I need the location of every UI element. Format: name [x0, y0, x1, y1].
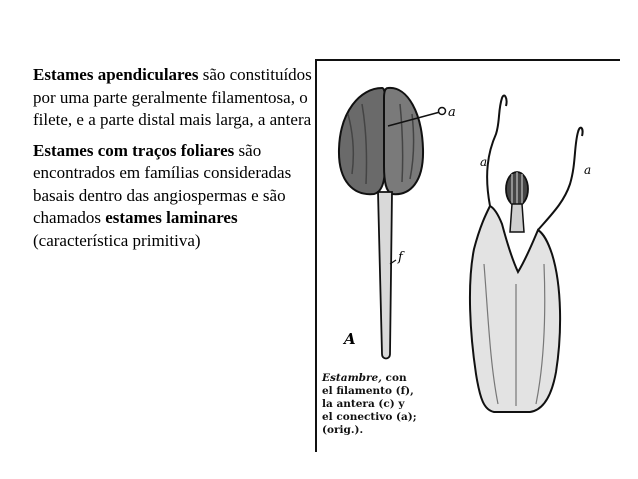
- term-appendicular-stamens: Estames apendiculares: [33, 65, 199, 84]
- stamen-blade: [470, 206, 560, 412]
- stamen-figure: [312, 54, 624, 454]
- anther-right-lobe: [384, 88, 423, 194]
- primitive-note: (característica primitiva): [33, 230, 201, 250]
- text-column: [33, 64, 315, 260]
- caption-line-4: el conectivo (a);: [322, 411, 417, 423]
- caption-line-2: el filamento (f),: [322, 385, 414, 397]
- laminar-stamen: [470, 96, 591, 412]
- laminar-filament: [510, 204, 524, 232]
- stamen-a: [339, 88, 456, 359]
- label-connective: a: [448, 105, 456, 120]
- connective-pointer-end: [439, 108, 446, 115]
- label-left-appendage: a: [480, 155, 488, 169]
- label-filament: f: [398, 250, 403, 265]
- term-foliar-stamens: Estames com traços foliares: [33, 140, 235, 160]
- label-right-appendage: a: [584, 163, 592, 177]
- caption-line-5: (orig.).: [322, 424, 364, 436]
- label-figure-a: A: [344, 330, 356, 348]
- filament: [378, 192, 392, 359]
- term-laminar-stamens: estames laminares: [105, 208, 238, 227]
- paragraph-appendicular-stamens: [33, 64, 315, 132]
- foliar-description: são encontrados em famílias consideradas basais dentro das angiospermas e são chamados: [33, 140, 292, 227]
- figure-caption: [322, 372, 472, 437]
- caption-line-3: la antera (c) y: [322, 398, 405, 410]
- anther-left-lobe: [339, 88, 385, 194]
- caption-line-1: Estambre, con: [322, 372, 407, 384]
- paragraph-foliar-stamens: [33, 140, 315, 253]
- left-appendage: [487, 96, 506, 206]
- appendicular-description: são constituídos por uma parte geralmente filamentosa, o filete, e a parte distal mais larga, a antera: [33, 65, 312, 129]
- right-appendage: [538, 128, 583, 230]
